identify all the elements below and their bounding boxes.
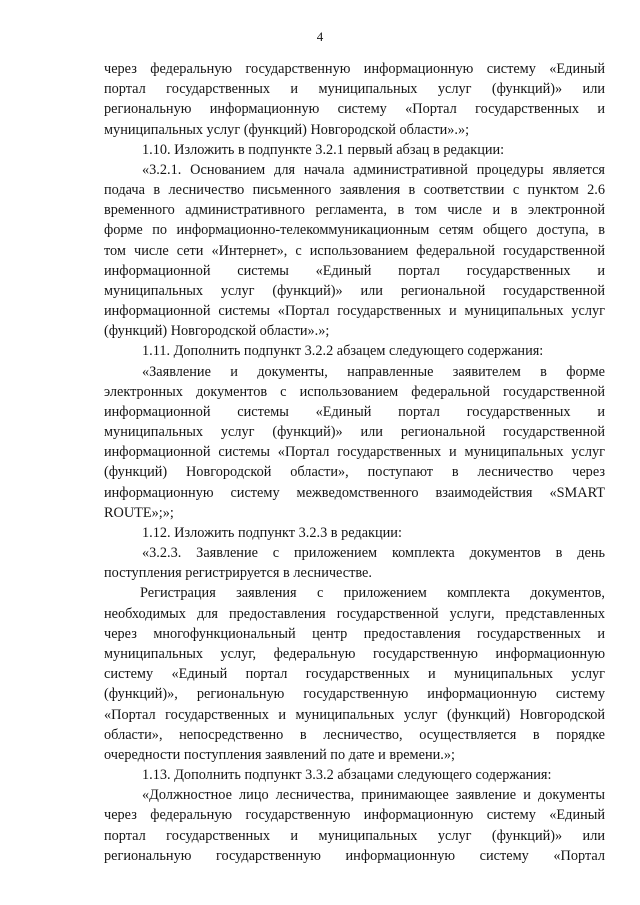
text-line: ROUTE»;»; [104, 504, 174, 521]
text-line: систему «Единый портал государственных и муниципальных услуг [104, 666, 605, 683]
text-line: «Заявление и документы, направленные заявителем в форме [142, 363, 605, 380]
text-line: муниципальных услуг (функций)» или региональной государственной [104, 424, 605, 441]
text-line: через многофункциональный центр предоставления государственных и [104, 625, 605, 642]
text-line: через федеральную государственную информационную систему «Единый [104, 807, 605, 824]
text-line: временного административного регламента, в том числе и в электронной [104, 202, 605, 219]
text-line: «3.2.1. Основанием для начала административной процедуры является [142, 161, 605, 178]
text-line: (функций) Новгородской области», поступают в лесничество через [104, 464, 605, 481]
text-line: поступления регистрируется в лесничестве. [104, 565, 372, 582]
text-line: через федеральную государственную информационную систему «Единый [104, 61, 605, 77]
text-line: информационной системы «Портал государственных и муниципальных услуг [104, 444, 605, 461]
text-line: информационной системы «Единый портал государственных и [104, 403, 605, 420]
text-line: муниципальных услуг (функций) Новгородской области».»; [104, 121, 470, 138]
text-line: региональную информационную систему «Портал государственных и [104, 101, 605, 118]
text-line: «Портал государственных и муниципальных услуг (функций) Новгородской [104, 706, 605, 723]
text-line: 1.10. Изложить в подпункте 3.2.1 первый абзац в редакции: [142, 141, 505, 158]
text-line: электронных документов с использованием федеральной государственной [104, 383, 605, 400]
text-line: информационной системы «Единый портал государственных и [104, 262, 605, 279]
text-line: информационную систему межведомственного взаимодействия «SMART [104, 484, 605, 501]
text-line: необходимых для предоставления государственной услуги, представленных [104, 605, 605, 622]
text-line: информационной системы «Портал государственных и муниципальных услуг [104, 303, 605, 320]
document-body [104, 59, 605, 866]
text-line: муниципальных услуг, федеральную государственную информационную [104, 645, 605, 662]
text-line: очередности поступления заявлений по дате и времени.»; [104, 746, 455, 763]
text-line: подача в лесничество письменного заявления в соответствии с пунктом 2.6 [104, 182, 605, 199]
text-line: области», непосредственно в лесничество, осуществляется в порядке [104, 726, 605, 743]
text-line: портал государственных и муниципальных услуг (функций)» или [104, 827, 605, 844]
page-number: 4 [316, 29, 324, 44]
text-line: 1.13. Дополнить подпункт 3.3.2 абзацами следующего содержания: [142, 767, 552, 784]
text-line: региональную государственную информационную систему «Портал [104, 847, 605, 864]
text-line: «3.2.3. Заявление с приложением комплекта документов в день [142, 545, 605, 562]
text-line: том числе сети «Интернет», с использованием федеральной государственной [104, 242, 605, 259]
text-line: Регистрация заявления с приложением комплекта документов, [140, 585, 605, 602]
text-line: 1.12. Изложить подпункт 3.2.3 в редакции: [142, 524, 402, 541]
text-line: портал государственных и муниципальных услуг (функций)» или [104, 81, 605, 98]
text-line: «Должностное лицо лесничества, принимающее заявление и документы [142, 787, 605, 804]
text-line: (функций)», региональную государственную информационную систему [104, 686, 605, 703]
text-line: муниципальных услуг (функций)» или региональной государственной [104, 282, 605, 299]
text-line: форме по информационно-телекоммуникационным сетям общего доступа, в [104, 222, 605, 239]
text-line: 1.11. Дополнить подпункт 3.2.2 абзацем следующего содержания: [142, 343, 544, 360]
text-line: (функций) Новгородской области».»; [104, 323, 330, 340]
